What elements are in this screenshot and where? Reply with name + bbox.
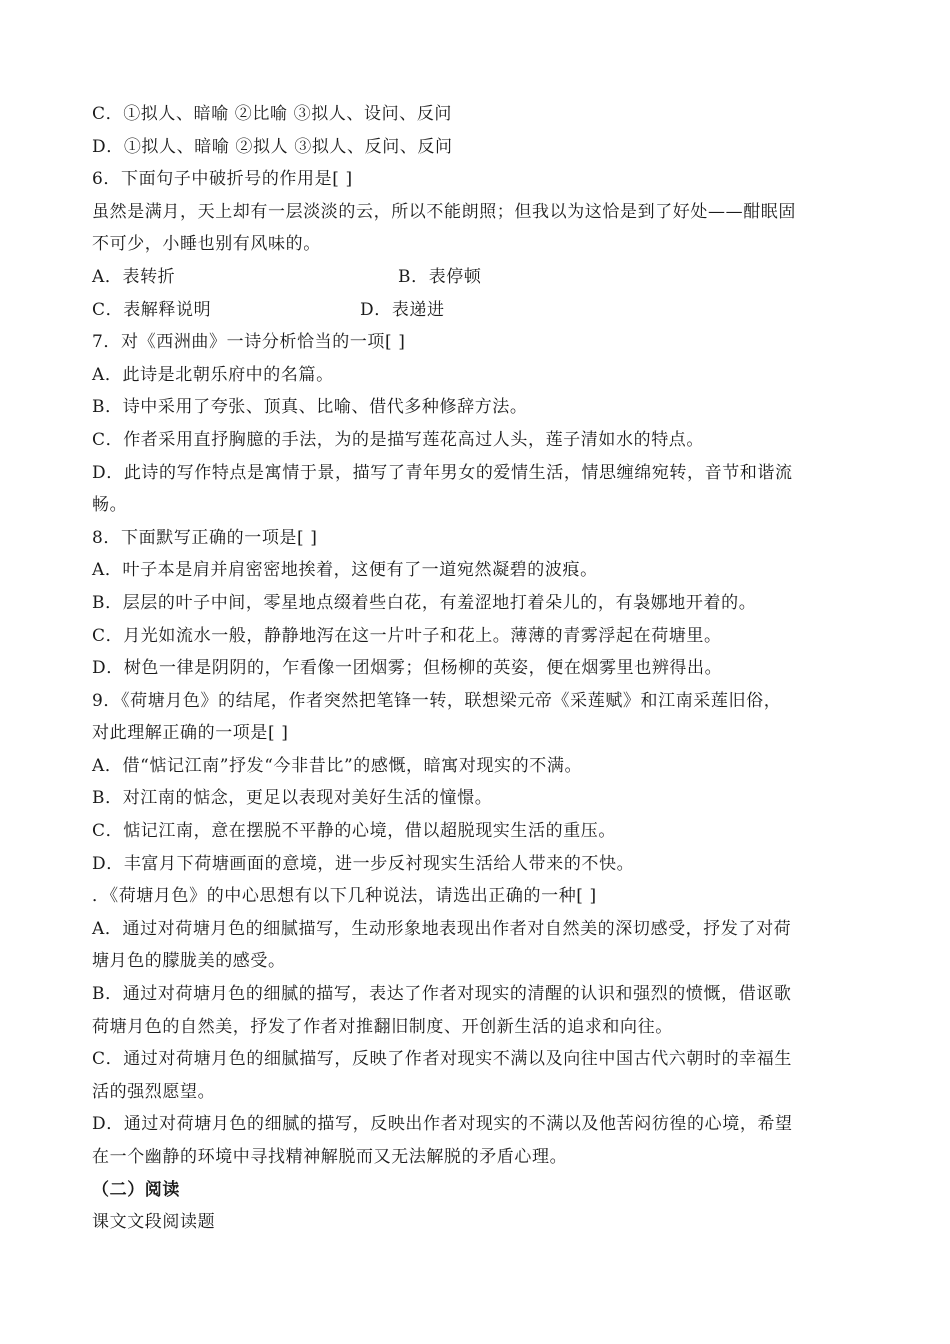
- q6-option-d: D．表递进: [360, 299, 445, 320]
- q9-option-d: D．丰富月下荷塘画面的意境，进一步反衬现实生活给人带来的不快。: [92, 853, 635, 874]
- q7-option-d-line-1: D．此诗的写作特点是寓情于景，描写了青年男女的爱情生活，情思缠绵宛转，音节和谐流: [92, 462, 793, 483]
- document-page: [92, 98, 872, 1239]
- q8-option-c: C．月光如流水一般，静静地泻在这一片叶子和花上。薄薄的青雾浮起在荷塘里。: [92, 625, 722, 646]
- q9-option-c: C．惦记江南，意在摆脱不平静的心境，借以超脱现实生活的重压。: [92, 821, 617, 842]
- q8-option-a: A．叶子本是肩并肩密密地挨着，这便有了一道宛然凝碧的波痕。: [92, 560, 598, 581]
- q5-option-c: C．①拟人、暗喻 ②比喻 ③拟人、设问、反问: [92, 104, 453, 124]
- q9-option-a: A．借“惦记江南”抒发“今非昔比”的感慨，暗寓对现实的不满。: [92, 755, 583, 776]
- q7-option-c: C．作者采用直抒胸臆的手法，为的是描写莲花高过人头，莲子清如水的特点。: [92, 429, 705, 450]
- q10-stem: ．《荷塘月色》的中心思想有以下几种说法，请选出正确的一种[ ]: [92, 886, 597, 907]
- q9-stem-line-2: 对此理解正确的一项是[ ]: [92, 723, 289, 744]
- q10-option-c-line-1: C．通过对荷塘月色的细腻描写，反映了作者对现实不满以及向往中国古代六朝时的幸福生: [92, 1049, 793, 1070]
- q10-option-b-line-1: B．通过对荷塘月色的细腻的描写，表达了作者对现实的清醒的认识和强烈的愤慨，借讴歌: [92, 984, 792, 1005]
- q8-option-b: B．层层的叶子中间，零星地点缀着些白花，有羞涩地打着朵儿的，有袅娜地开着的。: [92, 592, 757, 613]
- section-heading-reading: （二）阅读: [92, 1179, 180, 1200]
- q10-option-d-line-2: 在一个幽静的环境中寻找精神解脱而又无法解脱的矛盾心理。: [92, 1147, 568, 1167]
- q9-option-b: B．对江南的惦念，更足以表现对美好生活的憧憬。: [92, 788, 493, 809]
- q6-quote-line-2: 不可少，小睡也别有风味的。: [92, 234, 321, 255]
- q6-options-cd: [92, 294, 872, 327]
- q7-option-d-line-2: 畅。: [92, 495, 128, 516]
- q7-option-a: A．此诗是北朝乐府中的名篇。: [92, 364, 334, 385]
- q8-stem: 8．下面默写正确的一项是[ ]: [92, 527, 318, 548]
- q10-option-d-line-1: D．通过对荷塘月色的细腻的描写，反映出作者对现实的不满以及他苦闷彷徨的心境，希望: [92, 1114, 793, 1135]
- q10-option-b-line-2: 荷塘月色的自然美，抒发了作者对推翻旧制度、开创新生活的追求和向往。: [92, 1016, 673, 1037]
- q9-stem-line-1: 9．《荷塘月色》的结尾，作者突然把笔锋一转，联想梁元帝《采莲赋》和江南采莲旧俗，: [92, 690, 782, 711]
- q5-option-d: D．①拟人、暗喻 ②拟人 ③拟人、反问、反问: [92, 136, 453, 157]
- q6-option-c: C．表解释说明: [92, 299, 212, 320]
- q10-option-c-line-2: 活的强烈愿望。: [92, 1081, 216, 1102]
- q8-option-d: D．树色一律是阴阴的，乍看像一团烟雾；但杨柳的英姿，便在烟雾里也辨得出。: [92, 658, 723, 679]
- q7-option-b: B．诗中采用了夸张、顶真、比喻、借代多种修辞方法。: [92, 397, 528, 418]
- q7-stem: 7．对《西洲曲》一诗分析恰当的一项[ ]: [92, 332, 406, 353]
- subsection-title: 课文文段阅读题: [92, 1212, 216, 1233]
- q6-options-ab: [92, 261, 872, 294]
- q6-option-b: B．表停顿: [398, 266, 482, 287]
- q10-option-a-line-1: A．通过对荷塘月色的细腻描写，生动形象地表现出作者对自然美的深切感受，抒发了对荷: [92, 918, 792, 939]
- q6-stem: 6．下面句子中破折号的作用是[ ]: [92, 169, 353, 190]
- q6-quote-line-1: 虽然是满月，天上却有一层淡淡的云，所以不能朗照；但我以为这恰是到了好处——酣眠固: [92, 201, 796, 222]
- q10-option-a-line-2: 塘月色的朦胧美的感受。: [92, 951, 286, 972]
- q6-option-a: A．表转折: [92, 266, 176, 287]
